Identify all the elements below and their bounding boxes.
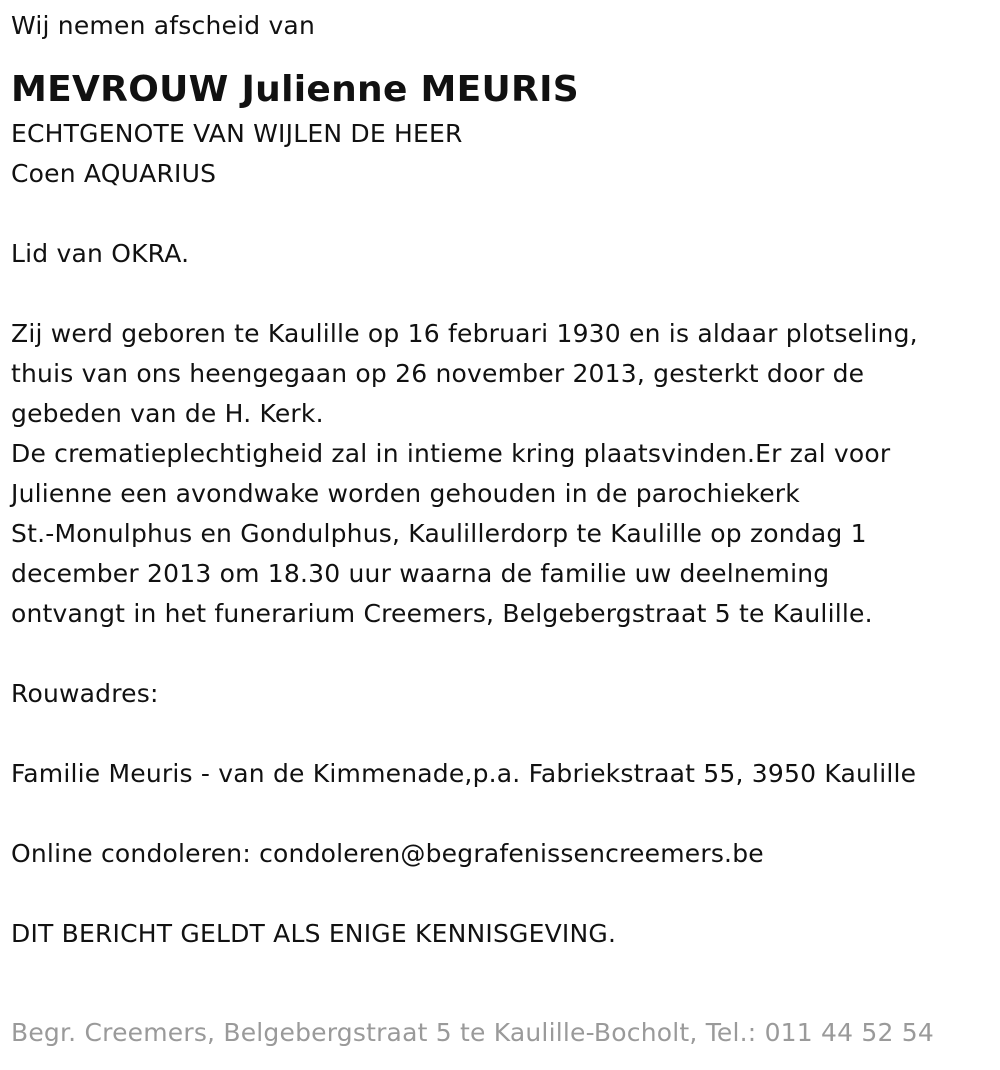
spacer <box>11 874 989 914</box>
body-line: Zij werd geboren te Kaulille op 16 februari 1930 en is aldaar plotseling, <box>11 319 918 348</box>
online-condolences: Online condoleren: condoleren@begrafenissencreemers.be <box>11 839 764 868</box>
body-line: St.-Monulphus en Gondulphus, Kaulillerdorp te Kaulille op zondag 1 <box>11 519 867 548</box>
spouse-relation: ECHTGENOTE VAN WIJLEN DE HEER <box>11 119 463 148</box>
intro-text: Wij nemen afscheid van <box>11 11 315 40</box>
body-line: thuis van ons heengegaan op 26 november 2013, gesterkt door de <box>11 359 865 388</box>
closing-statement: DIT BERICHT GELDT ALS ENIGE KENNISGEVING. <box>11 919 617 948</box>
spacer <box>11 634 989 674</box>
spacer <box>11 194 989 234</box>
body-line: gebeden van de H. Kerk. <box>11 399 324 428</box>
body-line: december 2013 om 18.30 uur waarna de familie uw deelneming <box>11 559 830 588</box>
spacer <box>11 714 989 754</box>
spacer <box>11 274 989 314</box>
spacer <box>11 794 989 834</box>
membership-text: Lid van OKRA. <box>11 239 190 268</box>
mourning-address: Familie Meuris - van de Kimmenade,p.a. Fabriekstraat 55, 3950 Kaulille <box>11 759 917 788</box>
deceased-name: MEVROUW Julienne MEURIS <box>11 69 579 110</box>
body-line: De crematieplechtigheid zal in intieme kring plaatsvinden.Er zal voor <box>11 439 891 468</box>
mourning-address-label: Rouwadres: <box>11 679 159 708</box>
funeral-home-footer: Begr. Creemers, Belgebergstraat 5 te Kaulille-Bocholt, Tel.: 011 44 52 54 <box>11 1018 934 1047</box>
body-line: Julienne een avondwake worden gehouden in de parochiekerk <box>11 479 800 508</box>
body-line: ontvangt in het funerarium Creemers, Belgebergstraat 5 te Kaulille. <box>11 599 873 628</box>
spouse-name: Coen AQUARIUS <box>11 159 217 188</box>
